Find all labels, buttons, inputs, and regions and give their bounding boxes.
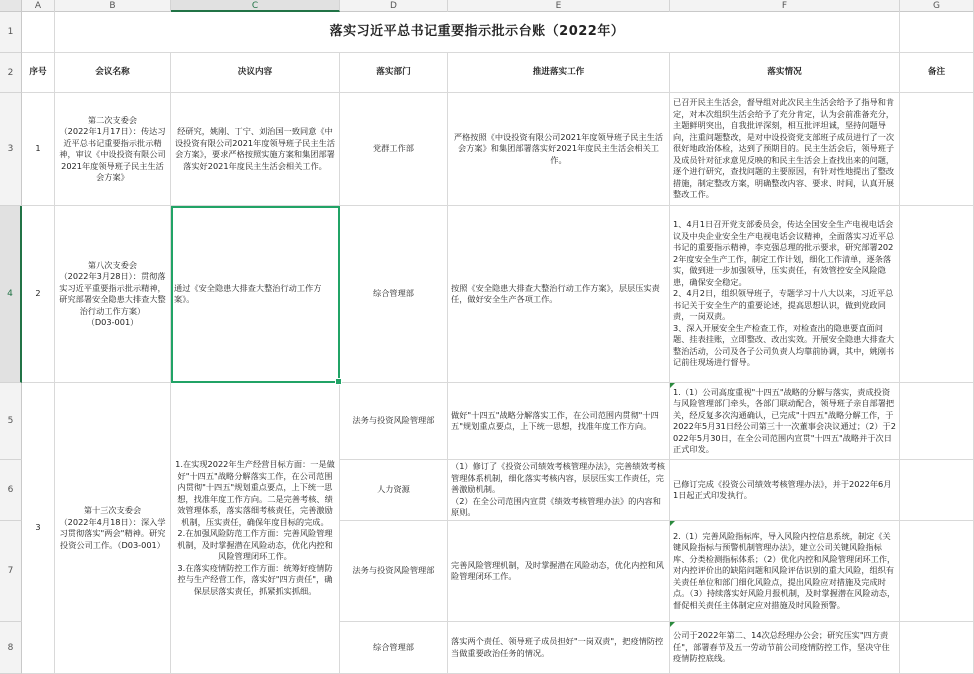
header-status-text: 落实情况	[767, 66, 802, 77]
record2-decision[interactable]	[171, 206, 340, 383]
record3-sub4-dept-text: 综合管理部	[373, 641, 414, 652]
column-header-e[interactable]: E	[448, 0, 670, 12]
cell-indicator-f5	[670, 383, 675, 388]
record3-sub3-status-text: 2.（1）完善风险指标库，导入风险内控信息系统，制定《关键风险指标与预警机制管理办法》，建立公司关键风险指标库、分类检测指标体系；（2）优化内控和风险管理闭环工作，对内控评价出的缺陷问题和风险评估识别的重大风险，组织有关责任单位和部门细化风险点，提出风险应对措施及完成时点。（3）持续落实好风险月报机制，及时掌握潜在风险动态，督促相关责任主体制定应对措施及时风险预警。	[673, 530, 896, 610]
record1-work-text: 严格按照《中设投资有限公司2021年度领导班子民主生活会方案》和集团部署落实好2021年度民主生活会相关工作。	[453, 131, 664, 165]
record1-seq-text: 1	[35, 143, 41, 154]
column-header-bar	[22, 0, 974, 12]
column-header-f[interactable]: F	[670, 0, 900, 12]
record3-sub4-remark[interactable]	[900, 622, 974, 674]
record3-decision-text: 1.在实现2022年生产经营目标方面：一是做好"十四五"战略分解落实工作，在公司范围内贯彻"十四五"规划重点要点，上下统一思想，找准年度工作方向。二是完善考核、绩效管理体系，落实落细考核责任，完善激励机制，压实责任，确保年度目标的完成。 2.在加强风险防范工作方面：完善风险管理机制，及时掌握潜在风险动态，优化内控和风险管理闭环工作。 3.在落实疫情防控工作方面：统筹好疫情防控与生产经营工作，落实好"四方责任"，确保层层落实责任，抓紧抓实抓细。	[175, 459, 335, 596]
cell-indicator-f7	[670, 521, 675, 526]
cell-a1[interactable]	[22, 12, 55, 53]
record3-sub2-status-text: 已修订完成《投资公司绩效考核管理办法》，并于2022年6月1日起正式印发执行。	[673, 478, 892, 500]
record2-meeting-text: 第八次支委会 （2022年3月28日）：贯彻落实习近平重要指示批示精神，研究部署安全隐患大排查大整治行动工作方案） （D03-001）	[59, 259, 166, 327]
record2-seq[interactable]	[22, 206, 55, 383]
record3-sub1-dept[interactable]	[340, 383, 448, 460]
header-decision-text: 决议内容	[237, 66, 273, 77]
record3-sub2-remark[interactable]	[900, 460, 974, 521]
header-remark[interactable]	[900, 53, 974, 93]
record3-sub3-work-text: 完善风险管理机制，及时掌握潜在风险动态，优化内控和风险管理闭环工作。	[451, 559, 664, 581]
record3-sub2-dept-text: 人力资源	[377, 484, 410, 495]
header-seq[interactable]	[22, 53, 55, 93]
select-all-corner[interactable]	[0, 0, 22, 12]
record3-seq-text: 3	[35, 522, 41, 533]
sheet-title[interactable]	[55, 12, 900, 53]
column-header-b[interactable]: B	[55, 0, 171, 12]
row-header-3[interactable]: 3	[0, 93, 22, 206]
record1-status-text: 已召开民主生活会，督导组对此次民主生活会给予了指导和肯定，对本次组织生活会给予了充分肯定，认为会前准备充分，主题鲜明突出，自我批评深刻，相互批评坦诚，坚持问题导向，注重问题整改，是对中设投资党支部班子成员进行了一次很好地政治体检，达到了预期目的。民主生活会后，领导班子及成员针对征求意见反映的和民主生活会上查找出来的问题，逐个进行研究，查找问题的主要原因，有针对性地提出了整改措施，制定整改方案，明确整改内容、要求、时间，认真开展整改工作。	[673, 97, 895, 200]
column-header-c[interactable]: C	[171, 0, 340, 12]
record1-dept-text: 党群工作部	[373, 143, 414, 154]
record3-sub4-work[interactable]	[448, 622, 670, 674]
record2-seq-text: 2	[35, 288, 41, 299]
header-meeting[interactable]	[55, 53, 171, 93]
record3-sub4-work-text: 落实两个责任、领导班子成员担好"一岗双责"，把疫情防控当做重要政治任务的情况。	[451, 636, 664, 658]
record1-meeting[interactable]	[55, 93, 171, 206]
row-header-8[interactable]: 8	[0, 622, 22, 674]
cell-indicator-f8	[670, 622, 675, 627]
record2-dept-text: 综合管理部	[373, 288, 414, 299]
record3-sub4-dept[interactable]	[340, 622, 448, 674]
cell-g1[interactable]	[900, 12, 974, 53]
record3-sub1-work-text: 做好"十四五"战略分解落实工作，在公司范围内贯彻"十四五"规划重点要点，上下统一思想，找准年度工作方向。	[451, 409, 659, 431]
record2-work[interactable]	[448, 206, 670, 383]
row-header-5[interactable]: 5	[0, 383, 22, 460]
record3-sub3-dept-text: 法务与投资风险管理部	[352, 565, 435, 576]
record3-sub1-status[interactable]	[670, 383, 900, 460]
record3-sub4-status-text: 公司于2022年第二、14次总经理办公会；研究压实"四方责任"，部署春节及五一劳动节前公司疫情防控工作，坚决守住疫情防控底线。	[673, 630, 890, 664]
record1-meeting-text: 第二次支委会 （2022年1月17日）：传达习近平总书记重要指示批示精神，审议《中设投资有限公司2021年度领导班子民主生活会方案》	[59, 114, 166, 182]
record3-seq[interactable]	[22, 383, 55, 674]
header-status[interactable]	[670, 53, 900, 93]
record3-sub1-remark[interactable]	[900, 383, 974, 460]
record3-sub2-status[interactable]	[670, 460, 900, 521]
header-work-text: 推进落实工作	[532, 66, 585, 77]
record2-dept[interactable]	[340, 206, 448, 383]
column-header-d[interactable]: D	[340, 0, 448, 12]
record3-sub3-dept[interactable]	[340, 521, 448, 622]
record1-seq[interactable]	[22, 93, 55, 206]
header-meeting-text: 会议名称	[95, 66, 130, 77]
row-header-7[interactable]: 7	[0, 521, 22, 622]
row-header-6[interactable]: 6	[0, 460, 22, 521]
record2-remark[interactable]	[900, 206, 974, 383]
record3-sub1-dept-text: 法务与投资风险管理部	[352, 415, 435, 426]
record3-sub3-work[interactable]	[448, 521, 670, 622]
record1-status[interactable]	[670, 93, 900, 206]
record1-decision-text: 经研究，姚刚、丁宁、刘治国一致同意《中设投资有限公司2021年度领导班子民主生活会方案》，要求严格按照实施方案和集团部署落实好2021年度民主生活会相关工作。	[174, 126, 336, 171]
header-work[interactable]	[448, 53, 670, 93]
record2-work-text: 按照《安全隐患大排查大整治行动工作方案》，层层压实责任，做好安全生产各项工作。	[451, 282, 660, 304]
record3-decision[interactable]	[171, 383, 340, 674]
record2-status-text: 1、4月1日召开党支部委员会，传达全国安全生产电视电话会议及中央企业安全生产电视电话会议精神，全面落实习近平总书记的重要指示精神，李克强总理的批示要求，研究部署2022年度安全生产工作，制定工作计划，细化工作清单，逐条落实，做到进一步加强领导，压实责任，有效管控安全风险隐患，确保安全稳定。 2、4月2日，组织领导班子，专题学习十八大以来，习近平总书记关于安全生产的重要论述，提高思想认识，做到党政同责，一岗双责。 3、深入开展安全生产检查工作，对检查出的隐患要直面问题、挂表挂账，立即整改、改出实效。开展安全隐患大排查大整治活动，公司及各子公司负责人均靠前协调，其中，姚刚书记前往现场进行督导。	[673, 219, 895, 368]
header-dept[interactable]	[340, 53, 448, 93]
record1-work[interactable]	[448, 93, 670, 206]
record3-meeting-text: 第十三次支委会 （2022年4月18日）：深入学习贯彻落实"两会"精神。研究投资公司工作。（D03-001）	[59, 505, 166, 550]
record3-meeting[interactable]	[55, 383, 171, 674]
record3-sub3-remark[interactable]	[900, 521, 974, 622]
column-header-a[interactable]: A	[22, 0, 55, 12]
sheet-title-text: 落实习近平总书记重要指示批示台账（2022年）	[329, 24, 625, 40]
row-header-2[interactable]: 2	[0, 53, 22, 93]
column-header-g[interactable]: G	[900, 0, 974, 12]
header-decision[interactable]	[171, 53, 340, 93]
header-dept-text: 落实部门	[376, 66, 411, 77]
record3-sub1-status-text: 1.（1）公司高度重视"十四五"战略的分解与落实，责成投资与风险管理部门牵头，各部门联动配合，领导班子亲自部署把关，经反复多次沟通确认，已完成"十四五"战略分解工作，于2022年5月31日经公司第三十一次董事会决议通过；（2）于2022年5月30日，在全公司范围内宣贯"十四五"战略并于次日正式印发。	[673, 386, 896, 454]
record1-decision[interactable]	[171, 93, 340, 206]
record3-sub2-work-text: （1）修订了《投资公司绩效考核管理办法》，完善绩效考核管理体系机制，细化落实考核内容，层层压实工作责任，完善激励机制。 （2）在全公司范围内宣贯《绩效考核管理办法》的内容和原则。	[451, 461, 665, 518]
record3-sub4-status[interactable]	[670, 622, 900, 674]
row-header-1[interactable]: 1	[0, 12, 22, 53]
record2-status[interactable]	[670, 206, 900, 383]
record2-decision-text: 通过《安全隐患大排查大整治行动工作方案》。	[174, 282, 322, 304]
record3-sub1-work[interactable]	[448, 383, 670, 460]
row-header-4[interactable]: 4	[0, 206, 22, 383]
record3-sub2-work[interactable]	[448, 460, 670, 521]
record1-remark[interactable]	[900, 93, 974, 206]
header-seq-text: 序号	[29, 66, 47, 77]
record1-dept[interactable]	[340, 93, 448, 206]
record3-sub3-status[interactable]	[670, 521, 900, 622]
record2-meeting[interactable]	[55, 206, 171, 383]
header-remark-text: 备注	[927, 66, 946, 77]
record3-sub2-dept[interactable]	[340, 460, 448, 521]
